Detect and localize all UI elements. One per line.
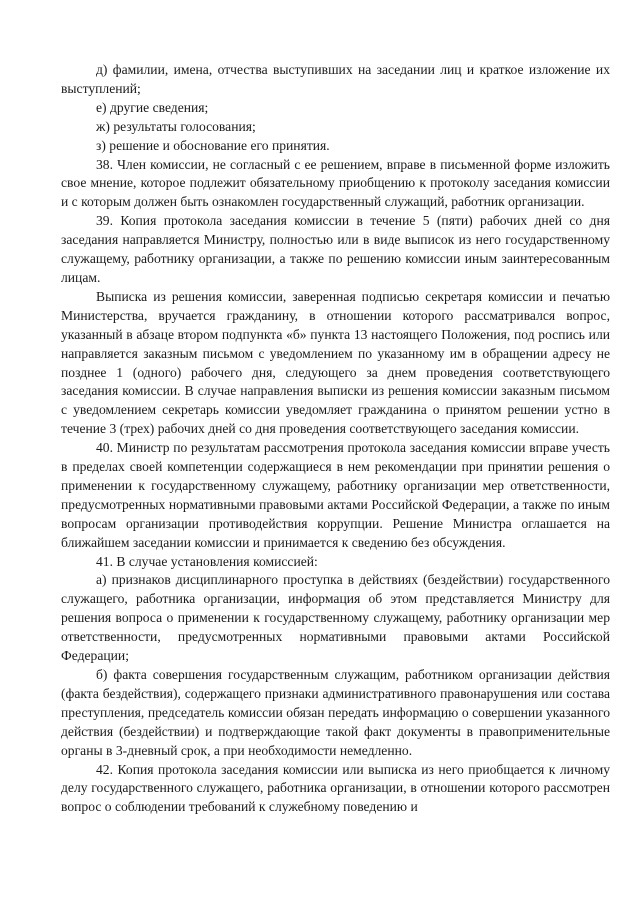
paragraph-extract: Выписка из решения комиссии, заверенная подписью секретаря комиссии и печатью Министерства, вручается гражданину, в отношении которого рассматривался вопрос, указанный в абзаце втором подпункта «б» пункта 13 настоящего Положения, под роспись или направляется заказным письмом с уведомлением по указанному им в обращении адресу не позднее 1 (одного) рабочего дня, следующего за днем проведения соответствующего заседания комиссии. В случае направления выписки из решения комиссии заказным письмом с уведомлением секретарь комиссии уведомляет гражданина о принятом решении устно в течение 3 (трех) рабочих дней со дня проведения соответствующего заседания комиссии. xyxy=(61,288,610,437)
paragraph-38: 38. Член комиссии, не согласный с ее решением, вправе в письменной форме изложить свое мнение, которое подлежит обязательному приобщению к протоколу заседания комиссии и с которым должен быть ознакомлен государственный служащий, работник организации. xyxy=(61,156,610,210)
paragraph-42: 42. Копия протокола заседания комиссии или выписка из него приобщается к личному делу государственного служащего, работника организации, в отношении которого рассмотрен вопрос о соблюдении требований к служебному поведению и xyxy=(61,761,610,815)
paragraph-41-b: б) факта совершения государственным служащим, работником организации действия (факта бездействия), содержащего признаки административного правонарушения или состава преступления, председатель комиссии обязан передать информацию о совершении указанного действия (бездействии) и подтверждающие такой факт документы в правоприменительные органы в 3-дневный срок, а при необходимости немедленно. xyxy=(61,667,610,758)
paragraph-item-d: д) фамилии, имена, отчества выступивших на заседании лиц и краткое изложение их выступлений; xyxy=(61,62,610,96)
paragraph-item-e: е) другие сведения; xyxy=(96,99,209,115)
paragraph-item-zh: ж) результаты голосования; xyxy=(96,118,256,134)
paragraph-item-z: з) решение и обоснование его принятия. xyxy=(96,137,330,153)
paragraph-40: 40. Министр по результатам рассмотрения протокола заседания комиссии вправе учесть в пределах своей компетенции содержащиеся в нем рекомендации при принятии решения о применении к государственному служащему, работнику организации мер ответственности, предусмотренных нормативными правовыми актами Российской Федерации, а также по иным вопросам организации противодействия коррупции. Решение Министра оглашается на ближайшем заседании комиссии и принимается к сведению без обсуждения. xyxy=(61,440,610,550)
paragraph-41: 41. В случае установления комиссией: xyxy=(96,553,318,569)
document-body xyxy=(61,61,610,817)
paragraph-39: 39. Копия протокола заседания комиссии в течение 5 (пяти) рабочих дней со дня заседания направляется Министру, полностью или в виде выписок из него государственному служащему, работнику организации, а также по решению комиссии иным заинтересованным лицам. xyxy=(61,213,610,285)
paragraph-41-a: а) признаков дисциплинарного проступка в действиях (бездействии) государственного служащего, работника организации, информация об этом представляется Министру для решения вопроса о применении к государственному служащему, работнику организации мер ответственности, предусмотренных нормативными правовыми актами Российской Федерации; xyxy=(61,572,610,664)
